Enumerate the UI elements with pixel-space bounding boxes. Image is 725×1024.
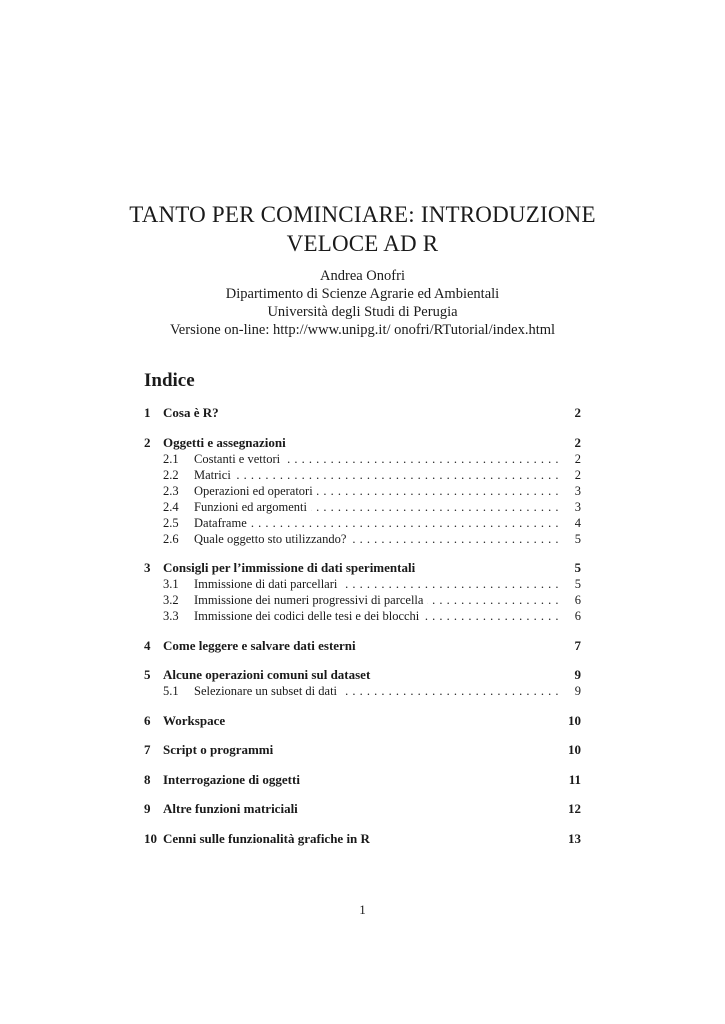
toc-entry-page: 6 bbox=[574, 609, 581, 623]
toc-entry-title: Immissione dei numeri progressivi di parcella bbox=[194, 592, 427, 608]
toc-subsection-entry[interactable] bbox=[144, 499, 581, 515]
toc-entry-number: 2.4 bbox=[163, 500, 179, 514]
toc-entry-title: Selezionare un subset di dati bbox=[194, 683, 341, 699]
toc-entry-number: 7 bbox=[144, 742, 151, 757]
toc-entry-number: 3.3 bbox=[163, 609, 179, 623]
toc-subsection-entry[interactable] bbox=[144, 576, 581, 592]
toc-entry-title: Alcune operazioni comuni sul dataset bbox=[163, 667, 374, 683]
author-block bbox=[0, 267, 725, 339]
toc-entry-page: 5 bbox=[574, 560, 581, 575]
toc-subsection-entry[interactable] bbox=[144, 483, 581, 499]
toc-entry-number: 6 bbox=[144, 713, 151, 728]
toc-section-entry[interactable] bbox=[144, 801, 581, 817]
toc-section-entry[interactable] bbox=[144, 435, 581, 451]
toc-entry-page: 12 bbox=[568, 801, 581, 816]
toc-section-entry[interactable] bbox=[144, 638, 581, 654]
toc-entry-page: 9 bbox=[574, 684, 581, 698]
toc-entry-page: 3 bbox=[574, 500, 581, 514]
title-line-2: VELOCE AD R bbox=[286, 231, 439, 256]
toc-entry-number: 2.3 bbox=[163, 484, 179, 498]
toc-entry-page: 13 bbox=[568, 831, 581, 846]
toc-section-entry[interactable] bbox=[144, 742, 581, 758]
toc-subsection-entry[interactable] bbox=[144, 683, 581, 699]
toc-entry-number: 2.5 bbox=[163, 516, 179, 530]
toc-entry-number: 8 bbox=[144, 772, 151, 787]
toc-entry-number: 2.6 bbox=[163, 532, 179, 546]
toc-subsection-entry[interactable] bbox=[144, 451, 581, 467]
toc-entry-title: Interrogazione di oggetti bbox=[163, 772, 304, 788]
toc-entry-number: 2.2 bbox=[163, 468, 179, 482]
toc-subsection-entry[interactable] bbox=[144, 467, 581, 483]
toc-entry-title: Come leggere e salvare dati esterni bbox=[163, 638, 360, 654]
toc-entry-page: 6 bbox=[574, 593, 581, 607]
toc-entry-page: 3 bbox=[574, 484, 581, 498]
toc-entry-title: Cosa è R? bbox=[163, 405, 223, 421]
toc-section-entry[interactable] bbox=[144, 831, 581, 847]
toc-entry-number: 1 bbox=[144, 405, 151, 420]
toc-entry-number: 5.1 bbox=[163, 684, 179, 698]
toc-section-entry[interactable] bbox=[144, 772, 581, 788]
department: Dipartimento di Scienze Agrarie ed Ambientali bbox=[225, 286, 500, 302]
toc-entry-page: 7 bbox=[574, 638, 581, 653]
toc-entry-page: 9 bbox=[574, 667, 581, 682]
toc-entry-title: Matrici bbox=[194, 467, 235, 483]
toc-entry-page: 5 bbox=[574, 577, 581, 591]
toc-entry-page: 10 bbox=[568, 742, 581, 757]
toc-entry-title: Immissione di dati parcellari bbox=[194, 576, 341, 592]
university: Università degli Studi di Perugia bbox=[267, 304, 458, 320]
toc-subsection-entry[interactable] bbox=[144, 608, 581, 624]
toc-entry-number: 3 bbox=[144, 560, 151, 575]
page-number: 1 bbox=[359, 902, 366, 917]
toc-entry-page: 2 bbox=[574, 435, 581, 450]
toc-entry-page: 10 bbox=[568, 713, 581, 728]
toc-entry-number: 3.1 bbox=[163, 577, 179, 591]
toc-subsection-entry[interactable] bbox=[144, 592, 581, 608]
toc-entry-title: Altre funzioni matriciali bbox=[163, 801, 302, 817]
toc-section-entry[interactable] bbox=[144, 560, 581, 576]
toc-entry-page: 4 bbox=[574, 516, 581, 530]
toc-entry-number: 2.1 bbox=[163, 452, 179, 466]
toc-entry-page: 2 bbox=[574, 468, 581, 482]
toc-entry-number: 3.2 bbox=[163, 593, 179, 607]
toc-entry-number: 5 bbox=[144, 667, 151, 682]
toc-entry-title: Workspace bbox=[163, 713, 229, 729]
toc-entry-number: 9 bbox=[144, 801, 151, 816]
toc-entry-title: Cenni sulle funzionalità grafiche in R bbox=[163, 831, 374, 847]
toc-entry-title: Immissione dei codici delle tesi e dei blocchi bbox=[194, 608, 423, 624]
toc-entry-title: Consigli per l’immissione di dati sperimentali bbox=[163, 560, 419, 576]
toc-entry-title: Costanti e vettori bbox=[194, 451, 284, 467]
toc-entry-title: Dataframe bbox=[194, 515, 251, 531]
toc-dot-leader bbox=[194, 467, 559, 483]
toc-entry-number: 10 bbox=[144, 831, 157, 846]
toc-subsection-entry[interactable] bbox=[144, 531, 581, 547]
toc-heading: Indice bbox=[144, 370, 195, 391]
online-version: Versione on-line: http://www.unipg.it/ onofri/RTutorial/index.html bbox=[169, 322, 556, 338]
toc-entry-number: 2 bbox=[144, 435, 151, 450]
toc-entry-title: Oggetti e assegnazioni bbox=[163, 435, 290, 451]
toc-entry-page: 2 bbox=[574, 405, 581, 420]
toc-subsection-entry[interactable] bbox=[144, 515, 581, 531]
toc-entry-page: 2 bbox=[574, 452, 581, 466]
document-title bbox=[0, 200, 725, 258]
toc-entry-number: 4 bbox=[144, 638, 151, 653]
toc-entry-title: Funzioni ed argomenti bbox=[194, 499, 311, 515]
toc-section-entry[interactable] bbox=[144, 405, 581, 421]
author-name: Andrea Onofri bbox=[320, 268, 405, 284]
toc-entry-page: 11 bbox=[568, 772, 581, 787]
toc-entry-page: 5 bbox=[574, 532, 581, 546]
title-line-1: TANTO PER COMINCIARE: INTRODUZIONE bbox=[129, 202, 596, 227]
toc-section-entry[interactable] bbox=[144, 713, 581, 729]
toc-entry-title: Operazioni ed operatori bbox=[194, 483, 317, 499]
toc-entry-title: Script o programmi bbox=[163, 742, 277, 758]
toc-entry-title: Quale oggetto sto utilizzando? bbox=[194, 531, 350, 547]
toc-section-entry[interactable] bbox=[144, 667, 581, 683]
